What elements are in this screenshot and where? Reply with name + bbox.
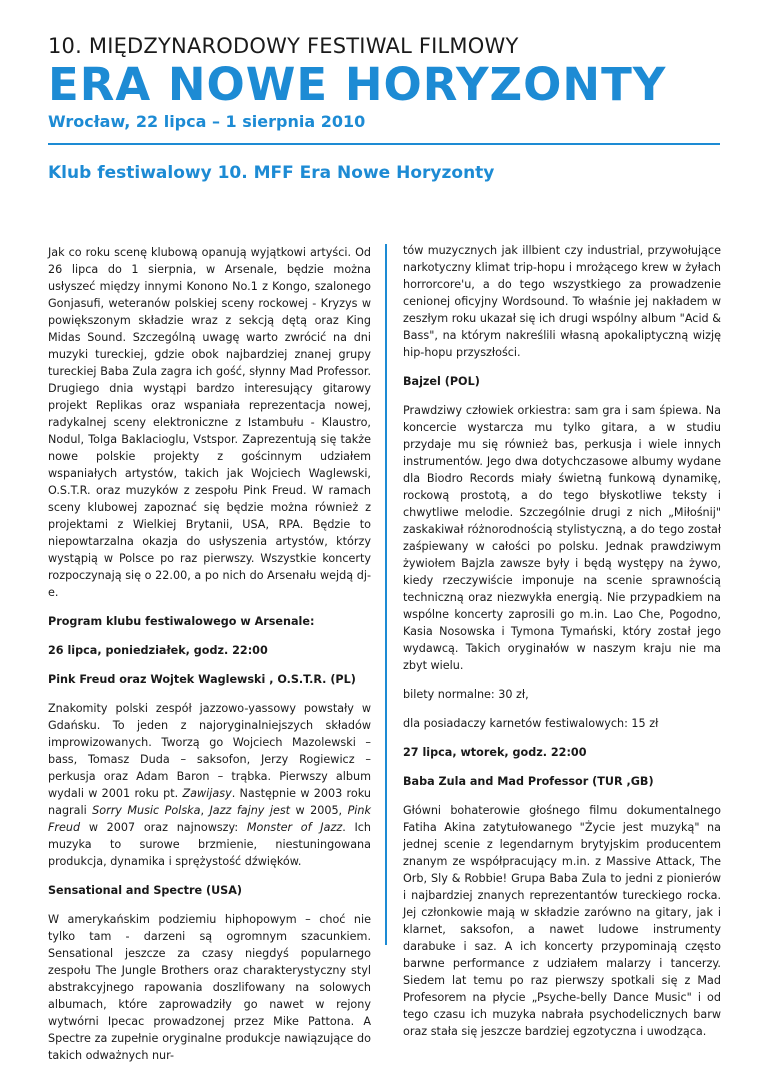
- right-column: [403, 242, 721, 1052]
- act1-text-4: w 2005,: [290, 804, 348, 817]
- album-title: Pink Freud: [48, 804, 371, 834]
- act1-paragraph: [48, 700, 371, 870]
- act2-paragraph-continued: tów muzycznych jak illbient czy industrial, przywołujące narkotyczny klimat trip-hopu i mrożącego krew w żyłach horrorcore'u, a do tego wszystkiego za prowadzenie cenionej oficyjny Wordsound. To właśnie jej nakładem w zeszłym roku ukazał się ich drugi wspólny album "Acid & Bass", na którym nakreślili własną apokaliptyczną wizję hip-hopu przyszłości.: [403, 244, 721, 359]
- left-column: [48, 244, 371, 1076]
- document-header: [48, 34, 728, 131]
- day1-heading: 26 lipca, poniedziałek, godz. 22:00: [48, 644, 268, 657]
- column-divider: [385, 244, 387, 945]
- act3-heading: Bajzel (POL): [403, 375, 480, 388]
- act1-text-1: Znakomity polski zespół jazzowo-yassowy powstały w Gdańsku. To jeden z najoryginalniejszych składów improwizowanych. Tworzą go Wojciech Mazolewski – bass, Tomasz Duda – saksofon, Jerzy Rogiewicz – perkusja oraz Adam Baron – trąbka. Pierwszy album wydali w 2001 roku pt.: [48, 702, 371, 800]
- program-heading: Program klubu festiwalowego w Arsenale:: [48, 615, 315, 628]
- album-title: Jazz fajny jest: [209, 804, 291, 817]
- festival-dates: Wrocław, 22 lipca – 1 sierpnia 2010: [48, 112, 366, 131]
- act1-heading: Pink Freud oraz Wojtek Waglewski , O.S.T.R. (PL): [48, 673, 356, 686]
- act4-paragraph: Główni bohaterowie głośnego filmu dokumentalnego Fatiha Akina zatytułowanego "Życie jest muzyką" na jednej scenie z legendarnym brytyjskim producentem znanym ze współpracujący m.in. z Massive Attack, The Orb, Sly & Robbie! Grupa Baba Zula to jedni z pionierów i najbardziej znanych reprezentantów tureckiego rocka. Jej członkowie mają w składzie zarówno na gitary, jak i klarnet, saksofon, a nawet ludowe instrumenty darabuke i saz. A ich koncerty przypominają często barwne performance z udziałem malarzy i tancerzy. Siedem lat temu po raz pierwszy spotkali się z Mad Profesorem na płycie „Psyche-belly Dance Music" i od tego czasu ich muzyka nabrała psychodelicznych barw oraz stała się jeszcze bardziej egzotyczna i uwodząca.: [403, 804, 721, 1038]
- act1-text-5: w 2007 oraz najnowszy:: [80, 821, 247, 834]
- ticket-price-pass: dla posiadaczy karnetów festiwalowych: 15 zł: [403, 717, 659, 730]
- act2-paragraph: W amerykańskim podziemiu hiphopowym – choć nie tylko tam - darzeni są ogromnym szacunkiem. Sensational jeszcze za czasy niegdyś popularnego zespołu The Jungle Brothers oraz charakterystyczny styl abstrakcyjnego rapowania doszlifowany na solowych albumach, które zaprowadziły go nawet w rejony wytwórni Ipecac prowadzonej przez Mike Pattona. A Spectre za zupełnie oryginalne produkcje nawiązujące do takich odważnych nur-: [48, 913, 371, 1062]
- album-title: Monster of Jazz: [246, 821, 343, 834]
- day2-heading: 27 lipca, wtorek, godz. 22:00: [403, 746, 587, 759]
- act1-text-2: . Następnie w 2003 roku nagrali: [48, 787, 371, 817]
- album-title: Sorry Music Polska: [92, 804, 201, 817]
- album-title: Zawijasy: [182, 787, 232, 800]
- header-divider: [48, 143, 720, 145]
- section-title: Klub festiwalowy 10. MFF Era Nowe Horyzonty: [48, 163, 495, 183]
- festival-title: ERA NOWE HORYZONTY: [48, 58, 667, 111]
- act1-text-6: . Ich muzyka to surowe brzmienie, niestuningowana produkcja, dynamika i sprężystość dźwięków.: [48, 821, 371, 868]
- act4-heading: Baba Zula and Mad Professor (TUR ,GB): [403, 775, 654, 788]
- ticket-price-normal: bilety normalne: 30 zł,: [403, 688, 529, 701]
- act3-paragraph: Prawdziwy człowiek orkiestra: sam gra i sam śpiewa. Na koncercie wystarcza mu tylko gitara, a w studiu przydaje mu się również bas, perkusja i wiele innych instrumentów. Jego dwa dotychczasowe albumy wydane dla Biodro Records miały świetną funkową dynamikę, rockową prostotą, a do tego błyskotliwe teksty i chwytliwe melodie. Szczególnie drugi z nich „Miłośnij" zaskakiwał różnorodnością stylistyczną, a do tego został zaśpiewany w całości po polsku. Jednak prawdziwym żywiołem Bajzla zawsze były i będą występy na żywo, kiedy rzeczywiście imponuje na scenie sprawnością techniczną oraz niezwykła energią. Nie przypadkiem na wspólne koncerty zaprosili go m.in. Lao Che, Pogodno, Kasia Nosowska i Tymona Tymański, który został jego wydawcą. Takich oryginałów w naszym kraju nie ma zbyt wielu.: [403, 404, 721, 672]
- act2-heading: Sensational and Spectre (USA): [48, 884, 243, 897]
- intro-paragraph: Jak co roku scenę klubową opanują wyjątkowi artyści. Od 26 lipca do 1 sierpnia, w Arsenale, będzie można usłyszeć między innymi Konono No.1 z Kongo, szalonego Gonjasufi, weteranów polskiej sceny rockowej - Kryzys w powiększonym składzie wraz z sekcją dętą oraz King Midas Sound. Szczególną uwagę warto zwrócić na dni muzyki tureckiej, gdzie obok najbardziej znanej grupy tureckiej Baba Zula zagra ich gość, słynny Mad Professor. Drugiego dnia wystąpi bardzo interesujący gitarowy projekt Replikas oraz wspaniała reprezentacja nowej, radykalnej sceny elektroniczne z Istambułu - Klaustro, Nodul, Tolga Baklacioglu, Vstspor. Zaprezentują się także nowe polskie projekty z gościnnym udziałem wspaniałych artystów, takich jak Wojciech Waglewski, O.S.T.R. oraz muzyków z zespołu Pink Freud. W ramach sceny klubowej zapoznać się będzie można również z projektami z Wielkiej Brytanii, USA, RPA. Będzie to niepowtarzalna okazja do usłyszenia artystów, którzy wystąpią w Polsce po raz pierwszy. Wszystkie koncerty rozpoczynają się o 22.00, a po nich do Arsenału wejdą dj-e.: [48, 246, 371, 599]
- festival-name: 10. MIĘDZYNARODOWY FESTIWAL FILMOWY: [48, 34, 519, 58]
- act1-text-3: ,: [200, 804, 210, 817]
